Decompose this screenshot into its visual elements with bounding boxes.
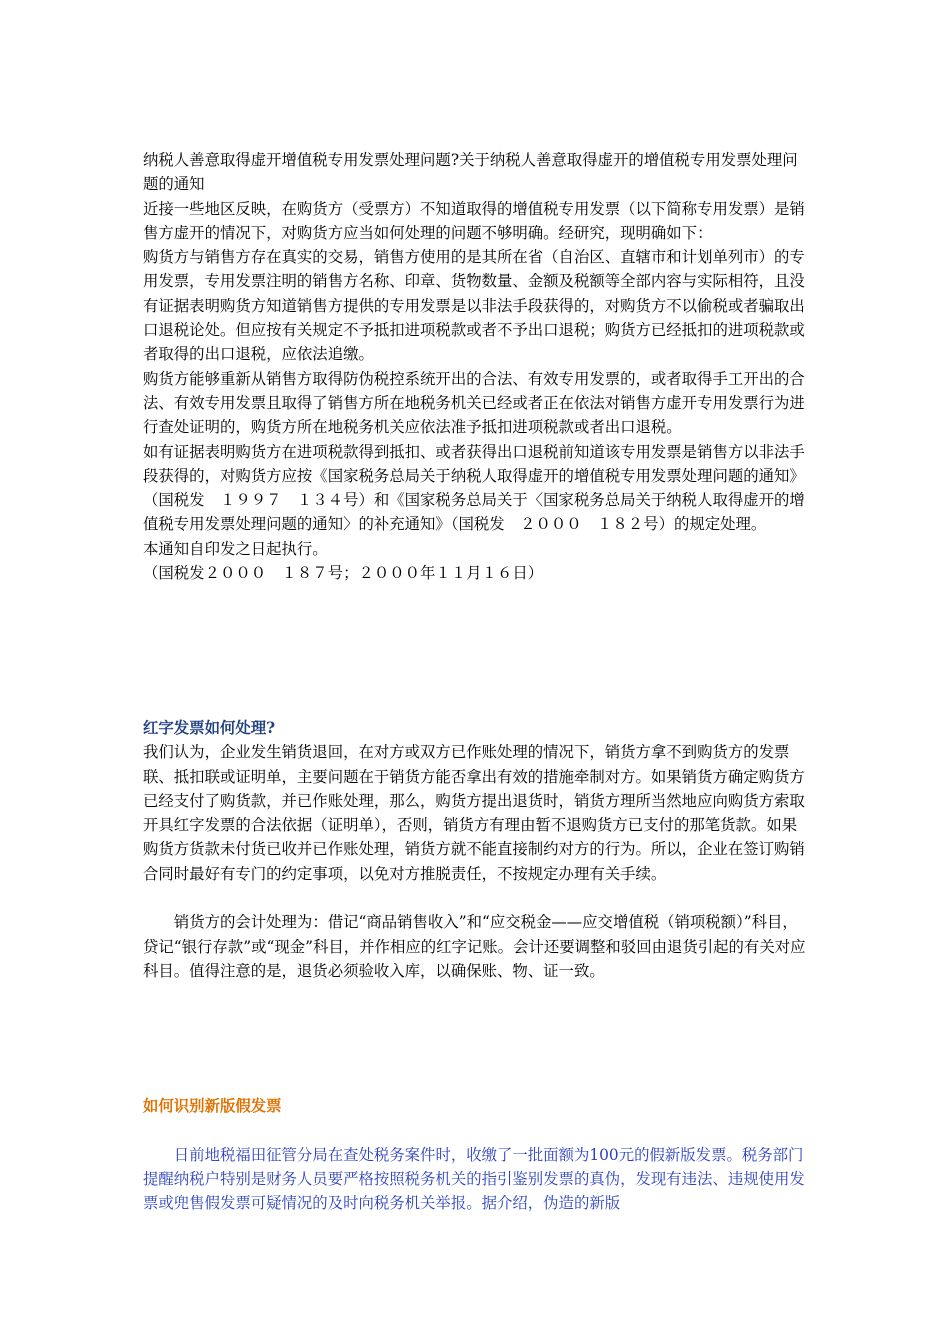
section-vat-invoice-notice <box>143 148 808 585</box>
paragraph-spacer <box>143 1118 808 1142</box>
notice-paragraph-1: 近接一些地区反映，在购货方（受票方）不知道取得的增值税专用发票（以下简称专用发票）是销售方虚开的情况下，对购货方应当如何处理的问题不够明确。经研究，现明确如下： <box>143 199 805 242</box>
notice-reference: （国税发２０００ １８７号；２０００年１１月１６日） <box>143 564 544 583</box>
fake-invoice-heading: 如何识别新版假发票 <box>143 1097 282 1115</box>
red-invoice-heading: 红字发票如何处理? <box>143 719 276 737</box>
notice-paragraph-4: 如有证据表明购货方在进项税款得到抵扣、或者获得出口退税前知道该专用发票是销售方以非法手段获得的，对购货方应按《国家税务总局关于纳税人取得虚开的增值税专用发票处理问题的通知》（国税发 １９９７ １３４号）和《国家税务总局关于〈国家税务总局关于纳税人取得虚开的增值税专用发票处理问题的通知〉的补充通知》（国税发 ２０００ １８２号）的规定处理。 <box>143 442 805 534</box>
notice-paragraph-5: 本通知自印发之日起执行。 <box>143 539 328 558</box>
fake-invoice-paragraph-1: 日前地税福田征管分局在查处税务案件时，收缴了一批面额为100元的假新版发票。税务部门提醒纳税户特别是财务人员要严格按照税务机关的指引鉴别发票的真伪，发现有违法、违规使用发票或兜售假发票可疑情况的及时向税务机关举报。据介绍，伪造的新版 <box>143 1145 805 1213</box>
red-invoice-paragraph-2: 销货方的会计处理为：借记“商品销售收入”和“应交税金——应交增值税（销项税额）”科目，贷记“银行存款”或“现金”科目，并作相应的红字记账。会计还要调整和驳回由退货引起的有关对应科目。值得注意的是，退货必须验收入库，以确保账、物、证一致。 <box>143 913 806 980</box>
notice-paragraph-3: 购货方能够重新从销售方取得防伪税控系统开出的合法、有效专用发票的，或者取得手工开出的合法、有效专用发票且取得了销售方所在地税务机关已经或者正在依法对销售方虚开专用发票行为进行查处证明的，购货方所在地税务机关应依法准予抵扣进项税款或者出口退税。 <box>143 369 805 437</box>
red-invoice-paragraph-1: 我们认为，企业发生销货退回，在对方或双方已作账处理的情况下，销货方拿不到购货方的发票联、抵扣联或证明单，主要问题在于销货方能否拿出有效的措施牵制对方。如果销货方确定购货方已经支付了购货款，并已作账处理，那么，购货方提出退货时，销货方理所当然地应向购货方索取开具红字发票的合法依据（证明单），否则，销货方有理由暂不退购货方已支付的那笔货款。如果购货方货款未付货已收并已作账处理，销货方就不能直接制约对方的行为。所以，企业在签订购销合同时最好有专门的约定事项，以免对方推脱责任，不按规定办理有关手续。 <box>143 743 805 883</box>
notice-paragraph-2: 购货方与销售方存在真实的交易，销售方使用的是其所在省（自治区、直辖市和计划单列市）的专用发票，专用发票注明的销售方名称、印章、货物数量、金额及税额等全部内容与实际相符，且没有证据表明购货方知道销售方提供的专用发票是以非法手段获得的，对购货方不以偷税或者骗取出口退税论处。但应按有关规定不予抵扣进项税款或者不予出口退税；购货方已经抵扣的进项税款或者取得的出口退税，应依法追缴。 <box>143 248 805 364</box>
section-red-invoice <box>143 716 808 983</box>
section-fake-invoice <box>143 1094 808 1215</box>
notice-title: 纳税人善意取得虚开增值税专用发票处理问题?关于纳税人善意取得虚开的增值税专用发票处理问题的通知 <box>143 151 798 194</box>
paragraph-spacer <box>143 886 808 910</box>
